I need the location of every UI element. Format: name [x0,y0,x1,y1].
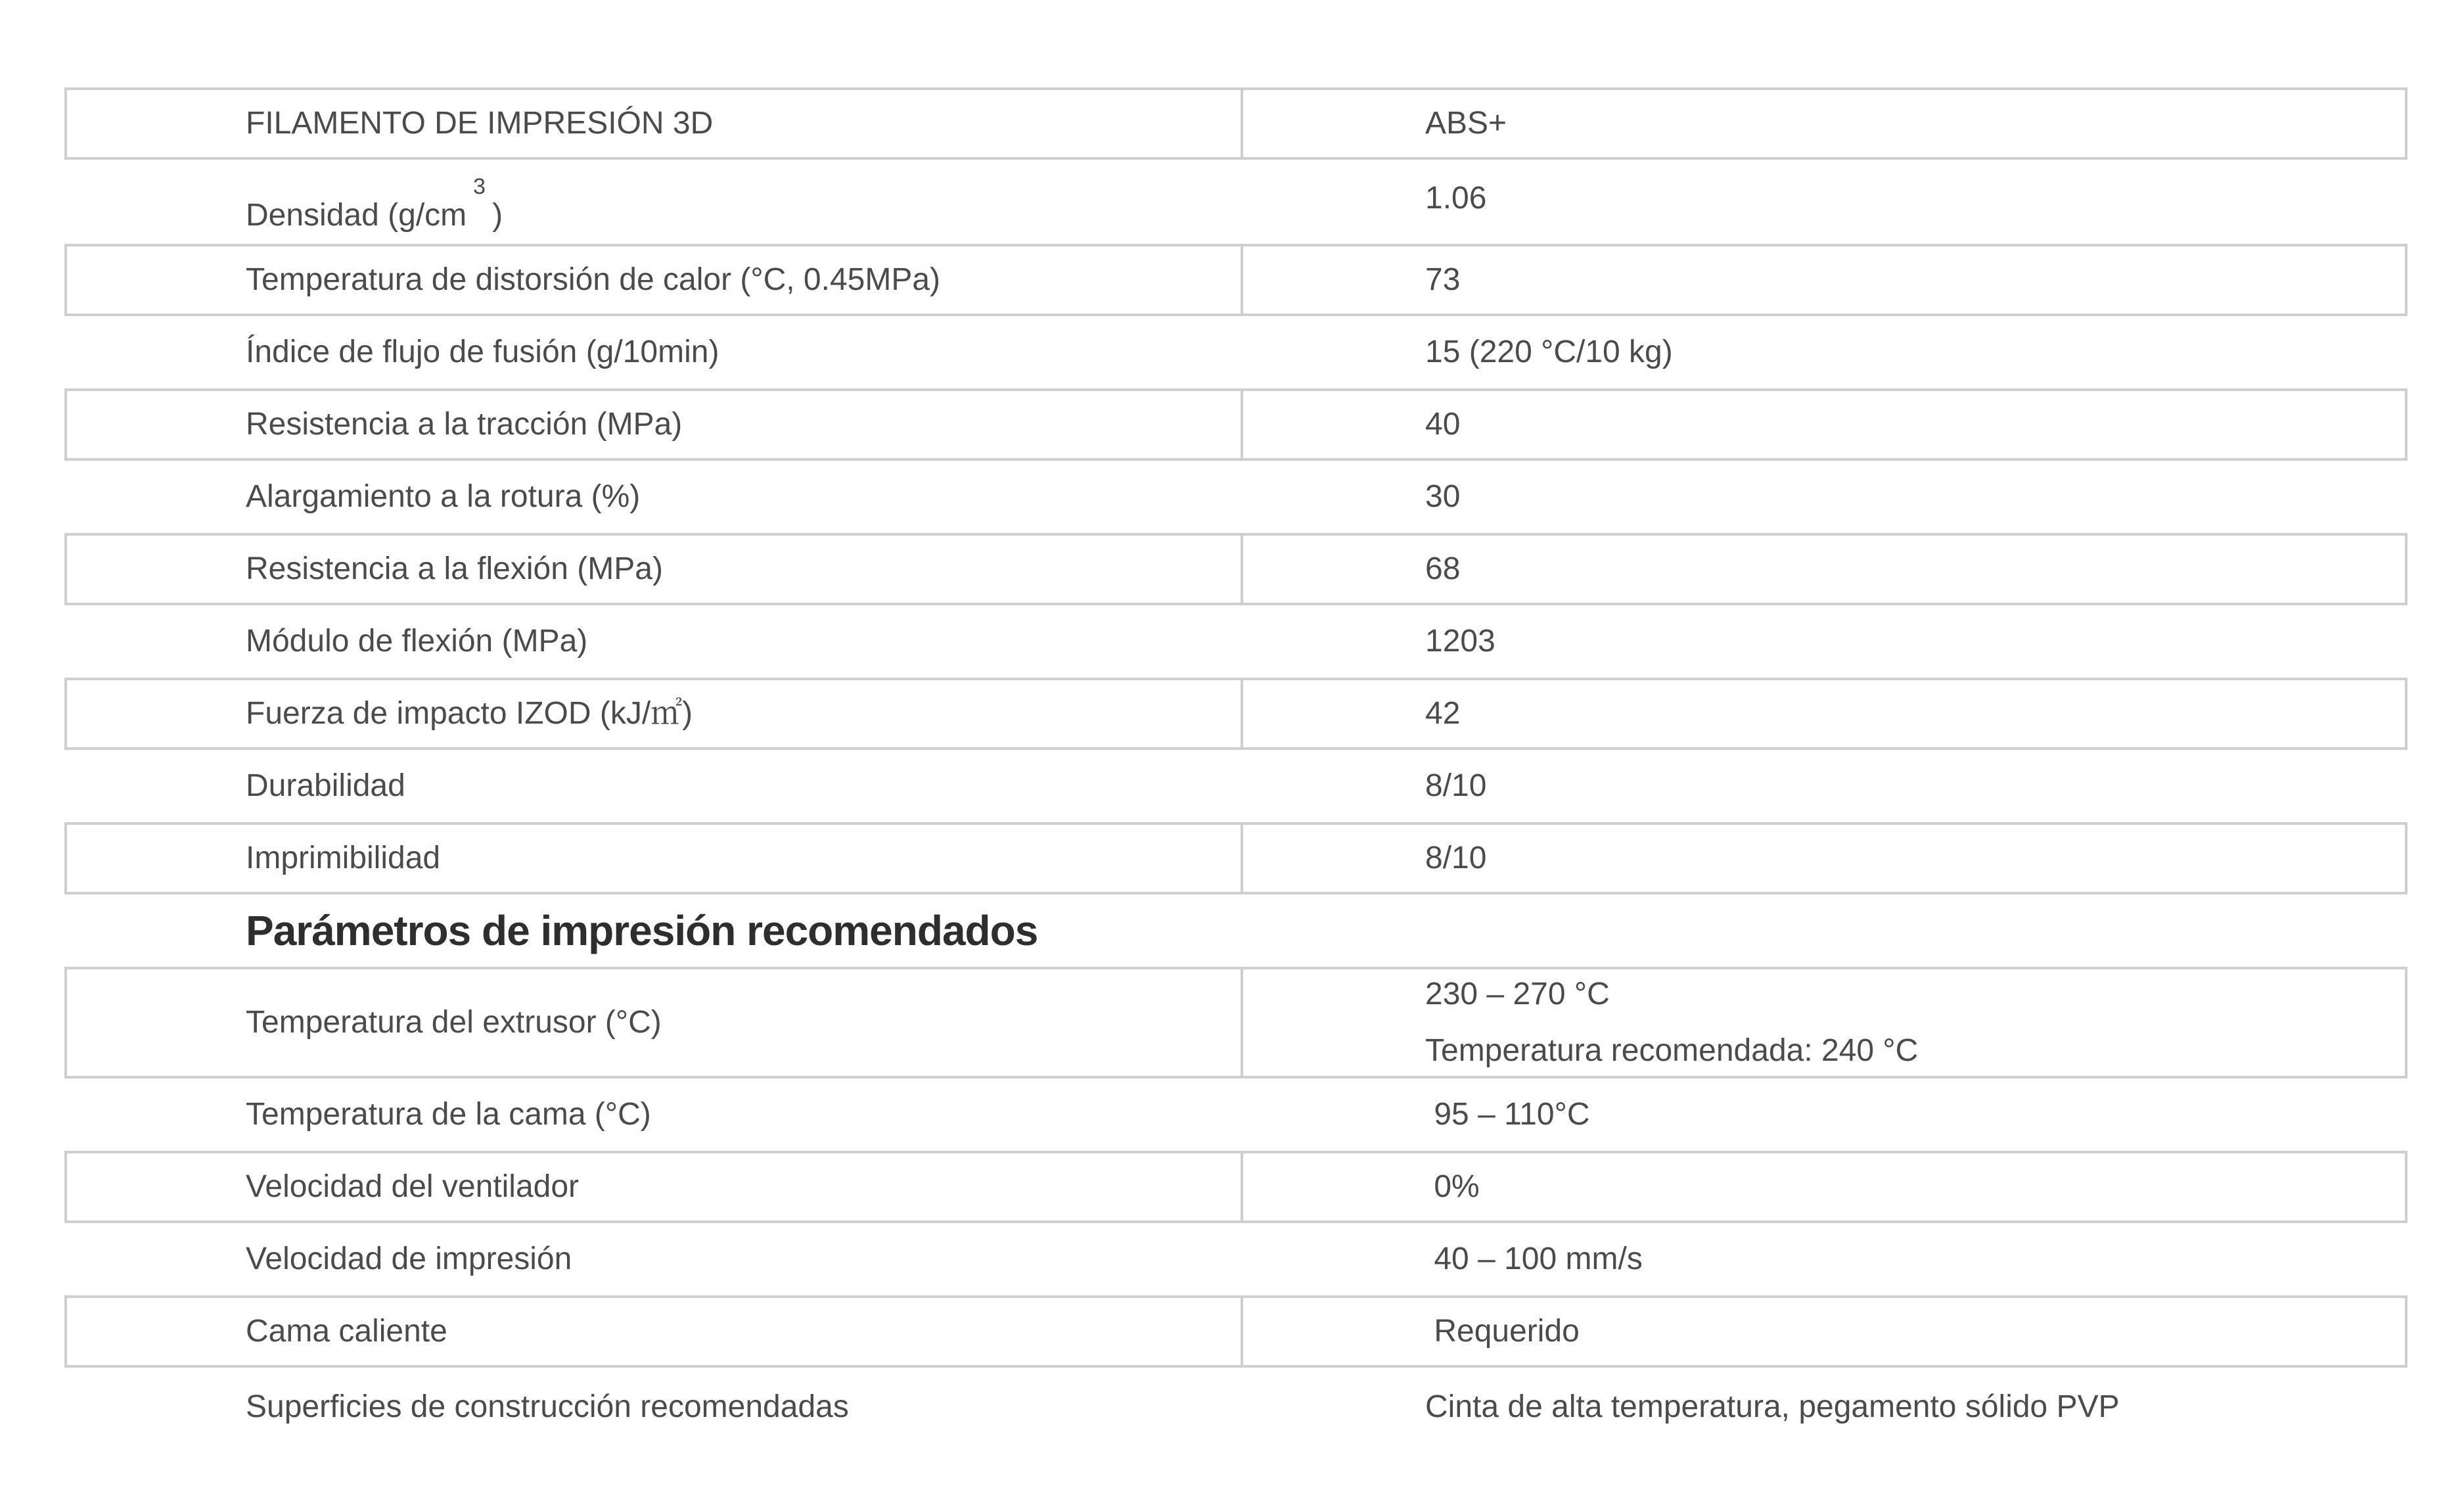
value-line: 230 – 270 °C [1425,977,1610,1012]
table-row [64,967,2407,1078]
row-label: Módulo de flexión (MPa) [246,624,588,659]
table-row [64,822,2407,894]
table-row [64,1078,2407,1151]
row-value [1243,969,2405,1076]
superscript: 3 [473,174,486,200]
row-value: 8/10 [1425,841,1487,876]
value-line-secondary: Temperatura recomendada: 240 °C [1425,1033,1919,1068]
row-label: Velocidad de impresión [246,1241,572,1277]
table-row [64,316,2407,388]
row-label: Superficies de construcción recomendadas [246,1389,849,1425]
table-row [64,388,2407,461]
row-value: 1203 [1425,624,1495,659]
row-value: 0% [1425,1169,1480,1205]
row-value: 42 [1425,696,1461,731]
row-label: Índice de flujo de fusión (g/10min) [246,335,719,370]
row-label: Alargamiento a la rotura (%) [246,479,641,515]
spec-table [64,87,2407,1447]
table-row [64,244,2407,316]
table-row [64,1295,2407,1368]
row-label: Densidad (g/cm 3 ) [246,174,503,233]
row-label: Velocidad del ventilador [67,1153,1243,1220]
row-value: 40 – 100 mm/s [1425,1241,1643,1277]
row-label: Fuerza de impacto IZOD (kJ/㎡) [67,680,1243,747]
table-row [64,1151,2407,1223]
row-value: 15 (220 °C/10 kg) [1425,335,1673,370]
table-row [64,1368,2407,1447]
row-label: Temperatura de la cama (°C) [246,1097,651,1132]
table-row [64,533,2407,605]
table-row [64,1223,2407,1295]
table-row [64,461,2407,533]
table-row [64,678,2407,750]
row-label: Resistencia a la flexión (MPa) [67,536,1243,603]
table-row [64,87,2407,160]
row-value: ABS+ [1425,106,1507,141]
row-value: 73 [1425,262,1461,298]
row-value: 95 – 110°C [1425,1097,1590,1132]
row-value: 30 [1425,479,1461,515]
row-label: FILAMENTO DE IMPRESIÓN 3D [67,90,1243,157]
row-label: Temperatura del extrusor (°C) [67,969,1243,1076]
row-value: Requerido [1425,1314,1580,1349]
row-label: Cama caliente [67,1298,1243,1365]
row-value: 40 [1425,407,1461,442]
row-label: Imprimibilidad [67,825,1243,892]
row-value: 68 [1425,551,1461,587]
table-row [64,160,2407,244]
row-value: 8/10 [1425,768,1487,804]
table-row [64,750,2407,822]
row-value: Cinta de alta temperatura, pegamento sólido PVP [1425,1389,2120,1425]
table-row [64,605,2407,678]
row-label: Durabilidad [246,768,405,804]
row-label: Resistencia a la tracción (MPa) [67,391,1243,458]
section-heading: Parámetros de impresión recomendados [246,907,1038,954]
row-label: Temperatura de distorsión de calor (°C, 0.45MPa) [67,246,1243,313]
row-value: 1.06 [1425,181,1487,216]
